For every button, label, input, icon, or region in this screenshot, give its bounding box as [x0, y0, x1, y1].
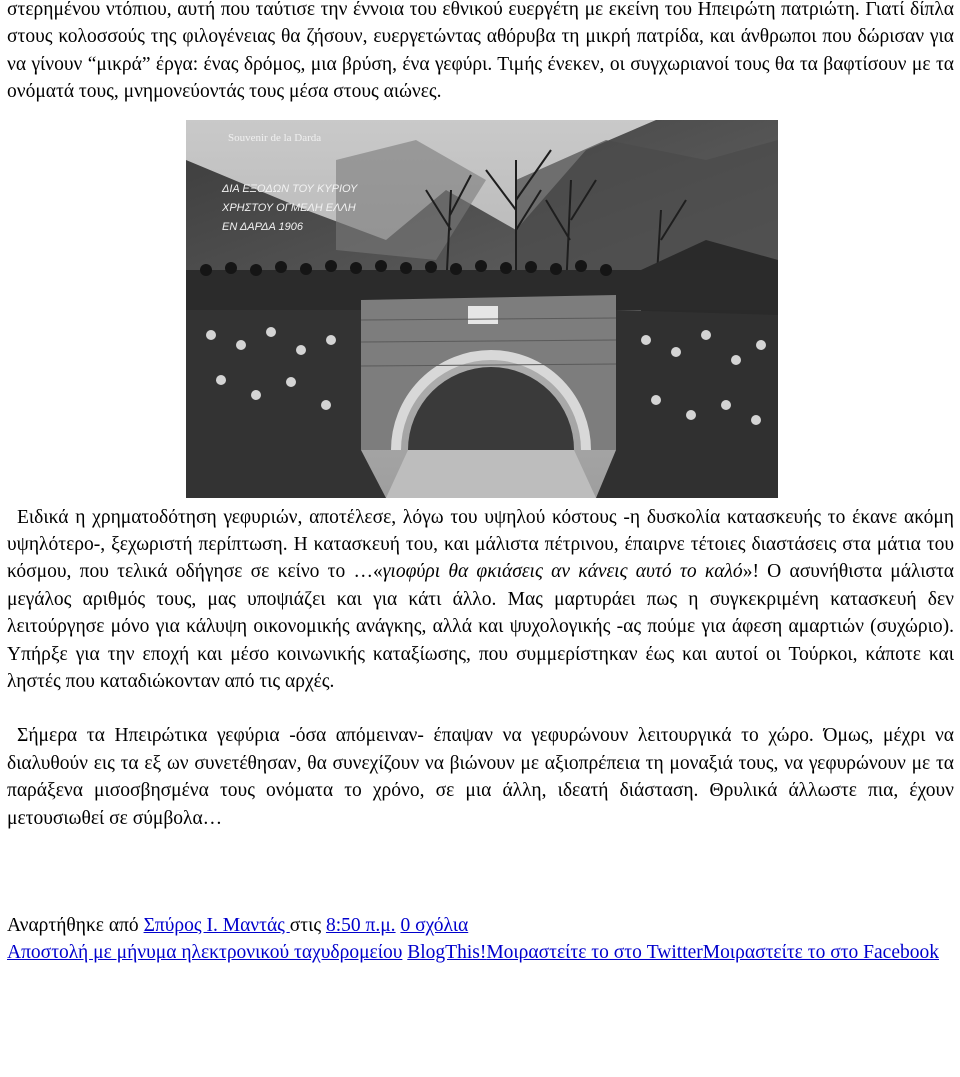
post-footer: [7, 912, 954, 966]
inscription-line: ΕΝ ΔΑΡΔΑ 1906: [222, 220, 304, 233]
photo-print-caption: Souvenir de la Darda: [228, 131, 322, 144]
funding-text-end: »! Ο ασυνήθιστα μάλιστα μεγάλος αριθμός τους, μας υποψιάζει και για κάτι άλλο. Μας μαρτυράει πως η συγκεκριμένη κατασκευή δεν λειτούργησε μόνο για κάλυψη οικονομικής ανάγκης, αλλά και ψυχολογικής -ας πούμε για άφεση αμαρτιών (συχώριο). Υπήρξε για την εποχή και μέσο κοινωνικής καταξίωσης, που συμμερίστηκαν έως και αυτοί οι Τούρκοι, κάποτε και ληστές που καταδιώκονταν από τις αρχές.: [7, 561, 954, 693]
bridge-photo-drawing: [186, 120, 778, 498]
post-byline: [7, 912, 954, 939]
post-time-link[interactable]: 8:50 π.μ.: [325, 915, 396, 937]
posted-by-label: Αναρτήθηκε από: [7, 915, 144, 937]
blogthis-link[interactable]: BlogThis!: [407, 942, 487, 964]
folk-saying: γιοφύρι θα φκιάσεις αν κάνεις αυτό το καλό: [382, 561, 743, 583]
inscription-line: ΧΡΗΣΤΟΥ ΟΓΜΕΛΗ ΕΛΛΗ: [222, 201, 356, 214]
comments-link[interactable]: 0 σχόλια: [400, 915, 469, 937]
intro-paragraph: στερημένου ντόπιου, αυτή που ταύτισε την έννοια του εθνικού ευεργέτη με εκείνη του Ηπειρώτη πατριώτη. Γιατί δίπλα στους κολοσσούς της φιλογένειας θα ζήσουν, ευεργετώντας αθόρυβα τη μικρή πατρίδα, και άνθρωποι που δώρισαν για να γίνουν “μικρά” έργα: ένας δρόμος, μια βρύση, ένα γεφύρι. Τιμής ένεκεν, οι συγχωριανοί τους θα τα βαφτίσουν με τα ονόματά τους, μνημονεύοντάς τους μέσα στους αιώνες.: [7, 0, 954, 103]
email-share-link[interactable]: Αποστολή με μήνυμα ηλεκτρονικού ταχυδρομείου: [7, 942, 403, 964]
funding-text-start: Ειδικά η χρηματοδότηση γεφυριών, αποτέλεσε, λόγω του υψηλού κόστους -η δυσκολία κατασκευής το έκανε ακόμη υψηλότερο-, ξεχωριστή περίπτωση. Η κατασκευή του, και μάλιστα πέτρινου, έπαιρνε τέτοιες διαστάσεις στα μάτια του κόσμου, που τελικά οδήγησε σε κείνο το …«: [7, 506, 954, 583]
at-label: στις: [289, 915, 326, 937]
inscription-line: ΔΙΑ ΕΞΟΔΩΝ ΤΟΥ ΚΥΡΙΟΥ: [222, 182, 358, 195]
closing-paragraph: Σήμερα τα Ηπειρώτικα γεφύρια -όσα απόμειναν- έπαψαν να γεφυρώνουν λειτουργικά το χώρο. Όμως, μέχρι να διαλυθούν εις τα εξ ων συνετέθησαν, θα συνεχίζουν να βιώνουν με αξιοπρέπεια τη μοναξιά τους, να γεφυρώνουν με τα παράξενα μισοσβησμένα τους ονόματα το χρόνο, σε μια άλλη, ιδεατή διάσταση. Θρυλικά άλλωστε πια, έχουν μετουσιωθεί σε σύμβολα…: [7, 725, 954, 829]
funding-paragraph: [7, 504, 954, 696]
author-link[interactable]: Σπύρος Ι. Μαντάς: [143, 915, 290, 937]
twitter-share-link[interactable]: Μοιραστείτε το στο Twitter: [486, 942, 703, 964]
bridge-photograph: [186, 120, 778, 498]
share-links: [7, 939, 954, 966]
photo-inscription: [222, 180, 357, 237]
facebook-share-link[interactable]: Μοιραστείτε το στο Facebook: [702, 942, 939, 964]
post-body: [7, 0, 954, 966]
